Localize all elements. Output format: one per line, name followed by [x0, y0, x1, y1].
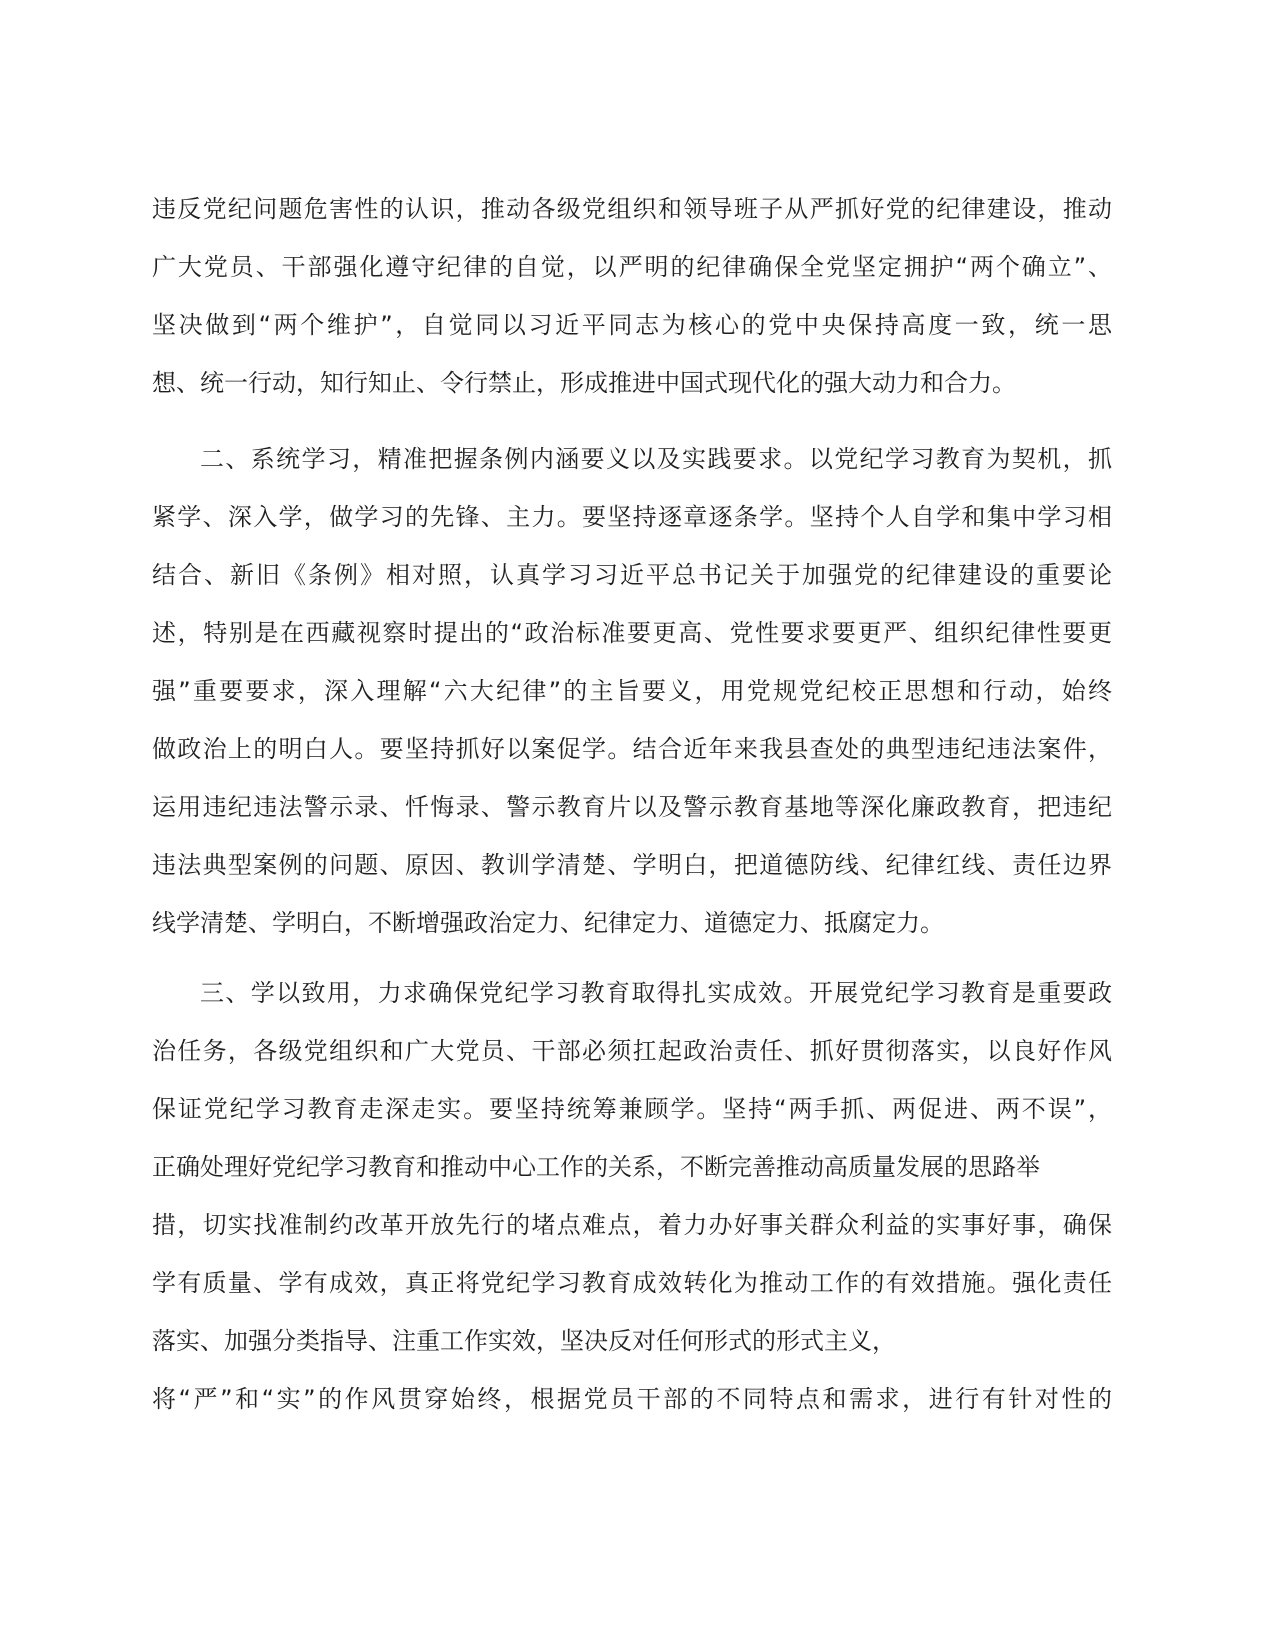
body-text — [152, 180, 1112, 1428]
text-line: 紧学、深入学，做学习的先锋、主力。要坚持逐章逐条学。坚持个人自学和集中学习相 — [152, 503, 1112, 531]
paragraph-spacer — [152, 952, 1112, 964]
text-line: 二、系统学习，精准把握条例内涵要义以及实践要求。以党纪学习教育为契机，抓 — [200, 445, 1112, 473]
text-line: 保证党纪学习教育走深走实。要坚持统筹兼顾学。坚持“两手抓、两促进、两不误”， — [152, 1095, 1112, 1123]
text-line: 将“严”和“实”的作风贯穿始终，根据党员干部的不同特点和需求，进行有针对性的 — [152, 1385, 1112, 1413]
paragraph-3 — [152, 964, 1112, 1428]
text-line: 广大党员、干部强化遵守纪律的自觉，以严明的纪律确保全党坚定拥护“两个确立”、 — [152, 253, 1112, 281]
text-line: 强”重要要求，深入理解“六大纪律”的主旨要义，用党规党纪校正思想和行动，始终 — [152, 677, 1112, 705]
text-line: 做政治上的明白人。要坚持抓好以案促学。结合近年来我县查处的典型违纪违法案件， — [152, 735, 1112, 763]
text-line: 学有质量、学有成效，真正将党纪学习教育成效转化为推动工作的有效措施。强化责任 — [152, 1269, 1112, 1297]
paragraph-spacer — [152, 412, 1112, 430]
text-line: 措，切实找准制约改革开放先行的堵点难点，着力办好事关群众利益的实事好事，确保 — [152, 1211, 1112, 1239]
text-line: 述，特别是在西藏视察时提出的“政治标准要更高、党性要求要更严、组织纪律性要更 — [152, 619, 1112, 647]
text-line: 违反党纪问题危害性的认识，推动各级党组织和领导班子从严抓好党的纪律建设，推动 — [152, 195, 1112, 223]
text-line: 落实、加强分类指导、注重工作实效，坚决反对任何形式的形式主义， — [152, 1327, 896, 1355]
paragraph-1 — [152, 180, 1112, 412]
text-line: 运用违纪违法警示录、忏悔录、警示教育片以及警示教育基地等深化廉政教育，把违纪 — [152, 793, 1112, 821]
text-line: 违法典型案例的问题、原因、教训学清楚、学明白，把道德防线、纪律红线、责任边界 — [152, 851, 1112, 879]
text-line: 正确处理好党纪学习教育和推动中心工作的关系，不断完善推动高质量发展的思路举 — [152, 1153, 1040, 1181]
text-line: 想、统一行动，知行知止、令行禁止，形成推进中国式现代化的强大动力和合力。 — [152, 369, 1016, 397]
paragraph-2 — [152, 430, 1112, 952]
text-line: 治任务，各级党组织和广大党员、干部必须扛起政治责任、抓好贯彻落实，以良好作风 — [152, 1037, 1112, 1065]
text-line: 线学清楚、学明白，不断增强政治定力、纪律定力、道德定力、抵腐定力。 — [152, 909, 944, 937]
text-line: 坚决做到“两个维护”，自觉同以习近平同志为核心的党中央保持高度一致，统一思 — [152, 311, 1112, 339]
text-line: 结合、新旧《条例》相对照，认真学习习近平总书记关于加强党的纪律建设的重要论 — [152, 561, 1112, 589]
text-line: 三、学以致用，力求确保党纪学习教育取得扎实成效。开展党纪学习教育是重要政 — [200, 979, 1112, 1007]
